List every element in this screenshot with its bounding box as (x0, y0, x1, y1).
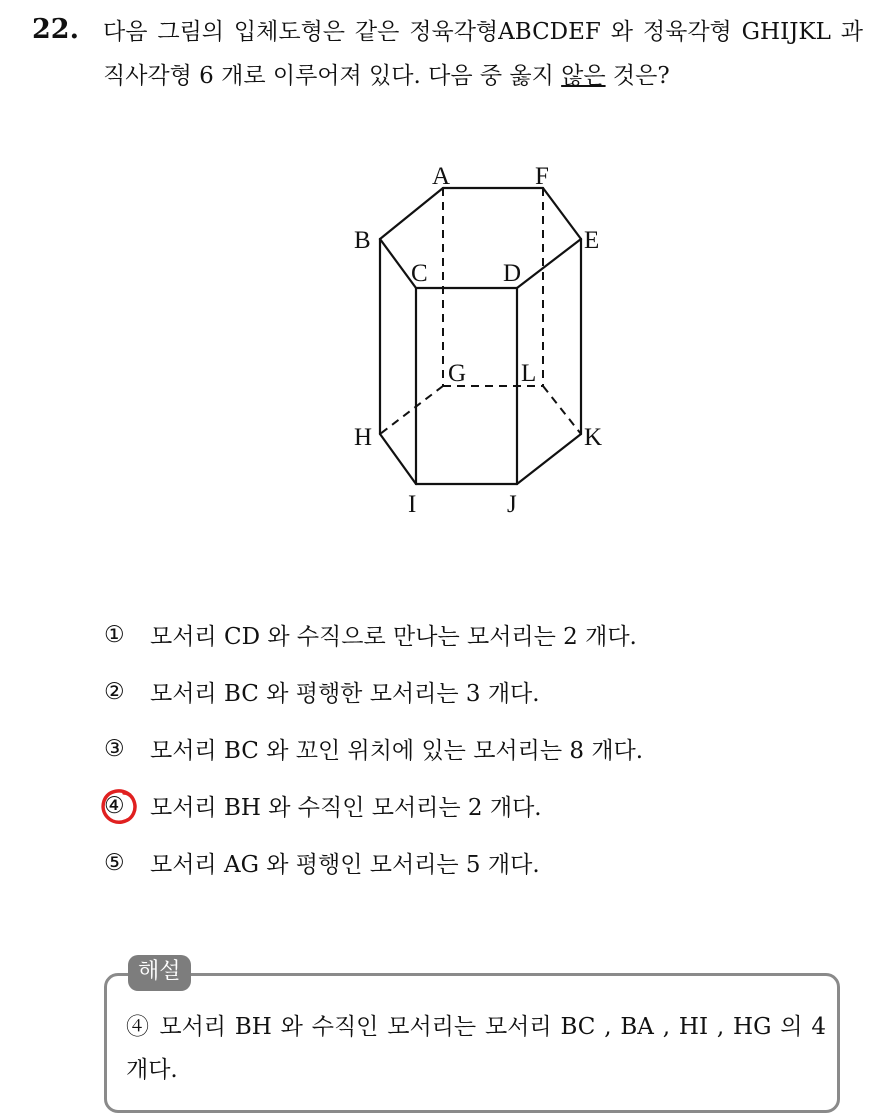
vertex-label-E: E (584, 227, 600, 254)
choice-1[interactable] (104, 606, 643, 663)
choice-3[interactable] (104, 720, 643, 777)
hexagonal-prism-figure (340, 150, 630, 530)
choice-2[interactable] (104, 663, 643, 720)
vertex-label-H: H (354, 424, 373, 451)
answer-circle-icon (100, 787, 140, 827)
edge-FE (543, 188, 581, 239)
vertex-label-J: J (507, 491, 517, 518)
edge-HI (380, 434, 416, 484)
solution-tag: 해설 (128, 955, 191, 991)
vertex-label-G: G (448, 360, 467, 387)
choice-4[interactable] (104, 777, 643, 834)
question-text-end: 것은? (605, 63, 670, 89)
choice-3-mark: ③ (104, 735, 125, 762)
vertex-label-C: C (411, 260, 428, 287)
choice-1-mark: ① (104, 621, 125, 648)
choice-4-mark: ④ (104, 792, 125, 819)
question-number: 22. (32, 14, 79, 45)
answer-choices (104, 606, 643, 891)
vertex-label-B: B (354, 227, 371, 254)
choice-2-text: 모서리 BC 와 평행한 모서리는 3 개다. (150, 681, 540, 707)
question-text (103, 10, 863, 98)
choice-2-mark: ② (104, 678, 125, 705)
choice-5[interactable] (104, 834, 643, 891)
vertex-label-K: K (584, 424, 603, 451)
edge-GH (380, 386, 443, 434)
choice-3-text: 모서리 BC 와 꼬인 위치에 있는 모서리는 8 개다. (150, 738, 644, 764)
choice-1-text: 모서리 CD 와 수직으로 만나는 모서리는 2 개다. (150, 624, 637, 650)
choice-5-text: 모서리 AG 와 평행인 모서리는 5 개다. (150, 852, 540, 878)
vertex-label-L: L (521, 360, 537, 387)
choice-5-mark: ⑤ (104, 849, 125, 876)
solution-text: ④ 모서리 BH 와 수직인 모서리는 모서리 BC , BA , HI , HG 의 4 개다. (126, 1014, 826, 1083)
question-underlined-word: 않은 (561, 63, 606, 89)
edge-ED (517, 239, 581, 288)
vertex-label-I: I (408, 491, 417, 518)
vertex-label-D: D (503, 260, 522, 287)
question-text-main: 다음 그림의 입체도형은 같은 정육각형ABCDEF 와 정육각형 GHIJKL 과 직사각형 6 개로 이루어져 있다. 다음 중 옳지 (103, 19, 863, 89)
vertex-label-F: F (535, 163, 549, 190)
choice-4-text: 모서리 BH 와 수직인 모서리는 2 개다. (150, 795, 542, 821)
edge-BA (380, 188, 443, 239)
edge-JK (517, 434, 581, 484)
edge-LK (543, 386, 581, 434)
vertex-label-A: A (432, 163, 451, 190)
